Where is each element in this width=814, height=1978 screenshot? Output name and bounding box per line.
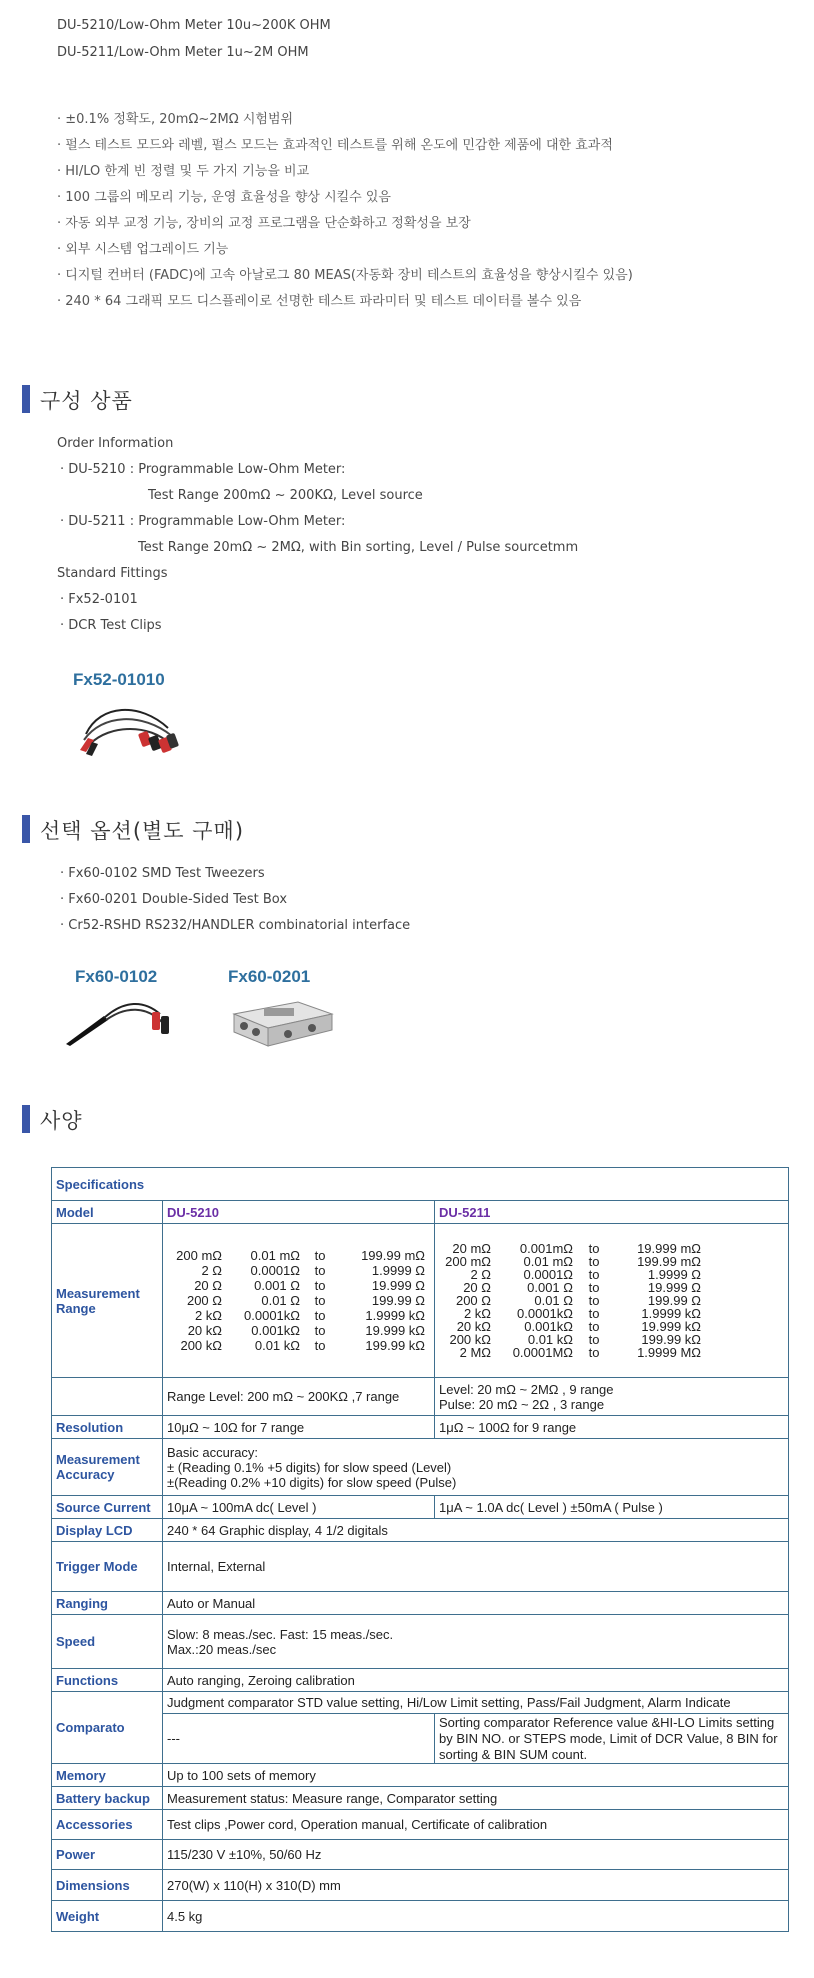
range-level-b-pulse: Pulse: 20 mΩ ~ 2Ω , 3 range <box>439 1396 605 1412</box>
comparator-a: --- <box>163 1714 435 1764</box>
speed-line: Slow: 8 meas./sec. Fast: 15 meas./sec. <box>167 1626 394 1642</box>
feature-item: · 디지털 컨버터 (FADC)에 고속 아날로그 80 MEAS(자동화 장비 테스트의 효율성을 향상시킬수 있음) <box>57 268 633 283</box>
range-row <box>167 1338 425 1353</box>
range-to: to <box>588 1332 600 1347</box>
fitting-item: · Fx52-0101 <box>60 592 138 607</box>
speed-value <box>163 1615 789 1669</box>
feature-item: · 100 그룹의 메모리 기능, 운영 효율성을 향상 시킬수 있음 <box>57 190 391 205</box>
range-span: 2 kΩ <box>194 1308 222 1323</box>
product-code-tweezers: Fx60-0102 <box>75 967 158 986</box>
range-max: 19.999 mΩ <box>637 1241 701 1256</box>
resolution-a: 10μΩ ~ 10Ω for 7 range <box>163 1416 435 1439</box>
battery-value: Measurement status: Measure range, Comparator setting <box>163 1787 789 1810</box>
section-marker <box>22 385 30 413</box>
section-title-spec: 사양 <box>40 1109 83 1133</box>
model-du5211: DU-5211 <box>435 1201 789 1224</box>
row-label-range-level <box>52 1378 163 1416</box>
row-label-comparator: Comparato <box>52 1692 163 1764</box>
range-to: to <box>314 1338 326 1353</box>
range-resolution: 0.001 Ω <box>527 1280 573 1295</box>
range-resolution: 0.001 Ω <box>254 1278 300 1293</box>
row-label-model: Model <box>52 1201 163 1224</box>
accuracy-value <box>163 1439 789 1496</box>
range-resolution: 0.01 Ω <box>261 1293 300 1308</box>
row-label-power: Power <box>52 1840 163 1870</box>
range-to: to <box>588 1319 600 1334</box>
comparator-b: Sorting comparator Reference value &HI-LO Limits setting by BIN NO. or STEPS mode, Limit of DCR Value, 8 BIN for sorting & BIN SUM count. <box>435 1714 789 1764</box>
range-max: 1.9999 MΩ <box>637 1345 701 1360</box>
spec-table <box>51 1167 789 1932</box>
range-level-b-level: Level: 20 mΩ ~ 2MΩ , 9 range <box>439 1381 614 1397</box>
row-label-battery: Battery backup <box>52 1787 163 1810</box>
accuracy-line: Basic accuracy: <box>167 1444 259 1460</box>
range-resolution: 0.0001kΩ <box>517 1306 573 1321</box>
range-span: 200 mΩ <box>176 1248 222 1263</box>
memory-value: Up to 100 sets of memory <box>163 1764 789 1787</box>
trigger-value: Internal, External <box>163 1542 789 1592</box>
std-fittings-heading: Standard Fittings <box>57 566 168 581</box>
source-current-a: 10μA ~ 100mA dc( Level ) <box>163 1496 435 1519</box>
row-label-measurement-range: Measurement Range <box>52 1224 163 1378</box>
order-item-2-detail: Test Range 20mΩ ~ 2MΩ, with Bin sorting, Level / Pulse sourcetmm <box>138 540 579 555</box>
range-resolution: 0.001kΩ <box>524 1319 573 1334</box>
model-line-1: DU-5210/Low-Ohm Meter 10u~200K OHM <box>57 18 331 33</box>
range-max: 199.99 Ω <box>371 1293 425 1308</box>
range-max: 19.999 Ω <box>371 1278 425 1293</box>
range-row <box>167 1323 425 1338</box>
row-label-accessories: Accessories <box>52 1810 163 1840</box>
range-resolution: 0.0001kΩ <box>244 1308 300 1323</box>
range-resolution: 0.01 kΩ <box>254 1338 300 1353</box>
range-span: 20 kΩ <box>456 1319 491 1334</box>
section-title-components: 구성 상품 <box>40 389 133 413</box>
range-max: 199.99 kΩ <box>365 1338 425 1353</box>
range-max: 19.999 Ω <box>647 1280 701 1295</box>
accuracy-line: ±(Reading 0.2% +10 digits) for slow speed (Pulse) <box>167 1474 457 1490</box>
resolution-b: 1μΩ ~ 100Ω for 9 range <box>435 1416 789 1439</box>
section-title-options: 선택 옵션(별도 구매) <box>40 819 245 843</box>
row-label-ranging: Ranging <box>52 1592 163 1615</box>
range-resolution: 0.001kΩ <box>251 1323 300 1338</box>
range-span: 20 Ω <box>463 1280 491 1295</box>
range-resolution: 0.01 kΩ <box>527 1332 573 1347</box>
test-box-image <box>228 994 338 1048</box>
row-label-memory: Memory <box>52 1764 163 1787</box>
row-label-weight: Weight <box>52 1901 163 1932</box>
range-max: 1.9999 Ω <box>371 1263 425 1278</box>
range-level-a: Range Level: 200 mΩ ~ 200KΩ ,7 range <box>163 1378 435 1416</box>
model-line-2: DU-5211/Low-Ohm Meter 1u~2M OHM <box>57 45 309 60</box>
range-to: to <box>314 1308 326 1323</box>
range-span: 200 Ω <box>455 1293 491 1308</box>
feature-item: · 펄스 테스트 모드와 레벨, 펄스 모드는 효과적인 테스트를 위해 온도에 민감한 제품에 대한 효과적 <box>57 138 613 153</box>
row-label-dimensions: Dimensions <box>52 1870 163 1901</box>
range-row <box>167 1278 425 1293</box>
row-label-display: Display LCD <box>52 1519 163 1542</box>
range-table-du5210 <box>163 1224 435 1378</box>
range-span: 2 Ω <box>201 1263 222 1278</box>
option-item: · Cr52-RSHD RS232/HANDLER combinatorial interface <box>60 918 411 933</box>
accessories-value: Test clips ,Power cord, Operation manual, Certificate of calibration <box>163 1810 789 1840</box>
feature-item: · 자동 외부 교정 기능, 장비의 교정 프로그램을 단순화하고 정확성을 보장 <box>57 216 471 231</box>
range-level-b <box>435 1378 789 1416</box>
row-label-functions: Functions <box>52 1669 163 1692</box>
range-span: 20 Ω <box>194 1278 222 1293</box>
range-resolution: 0.0001Ω <box>523 1267 573 1282</box>
feature-item: · 외부 시스템 업그레이드 기능 <box>57 242 229 257</box>
range-to: to <box>314 1293 326 1308</box>
range-span: 2 MΩ <box>459 1345 491 1360</box>
range-span: 20 mΩ <box>452 1241 491 1256</box>
order-info-heading: Order Information <box>57 436 174 451</box>
order-item-2: · DU-5211 : Programmable Low-Ohm Meter: <box>60 514 346 529</box>
range-resolution: 0.001mΩ <box>519 1241 573 1256</box>
comparator-common: Judgment comparator STD value setting, Hi/Low Limit setting, Pass/Fail Judgment, Alarm Indicate <box>163 1692 789 1714</box>
option-item: · Fx60-0201 Double-Sided Test Box <box>60 892 288 907</box>
fitting-item: · DCR Test Clips <box>60 618 162 633</box>
range-resolution: 0.0001MΩ <box>512 1345 573 1360</box>
range-to: to <box>588 1306 600 1321</box>
range-max: 19.999 kΩ <box>641 1319 701 1334</box>
row-label-accuracy: Measurement Accuracy <box>52 1439 163 1496</box>
range-resolution: 0.01 Ω <box>534 1293 573 1308</box>
order-item-1: · DU-5210 : Programmable Low-Ohm Meter: <box>60 462 346 477</box>
speed-line: Max.:20 meas./sec <box>167 1641 277 1657</box>
range-list-b <box>439 1242 701 1359</box>
range-to: to <box>588 1254 600 1269</box>
range-table-du5211 <box>435 1224 789 1378</box>
range-max: 199.99 mΩ <box>637 1254 701 1269</box>
range-max: 199.99 Ω <box>647 1293 701 1308</box>
product-code-testbox: Fx60-0201 <box>228 967 311 986</box>
range-max: 19.999 kΩ <box>365 1323 425 1338</box>
row-label-source-current: Source Current <box>52 1496 163 1519</box>
range-span: 2 Ω <box>470 1267 491 1282</box>
tweezers-image <box>64 996 174 1048</box>
range-to: to <box>588 1267 600 1282</box>
power-value: 115/230 V ±10%, 50/60 Hz <box>163 1840 789 1870</box>
display-value: 240 * 64 Graphic display, 4 1/2 digitals <box>163 1519 789 1542</box>
range-span: 2 kΩ <box>463 1306 491 1321</box>
range-span: 200 kΩ <box>180 1338 222 1353</box>
spec-header: Specifications <box>52 1168 789 1201</box>
row-label-trigger: Trigger Mode <box>52 1542 163 1592</box>
feature-item: · HI/LO 한계 빈 정렬 및 두 가지 기능을 비교 <box>57 164 310 179</box>
range-to: to <box>588 1345 600 1360</box>
range-row <box>167 1248 425 1263</box>
range-resolution: 0.0001Ω <box>250 1263 300 1278</box>
range-span: 200 kΩ <box>449 1332 491 1347</box>
row-label-resolution: Resolution <box>52 1416 163 1439</box>
option-item: · Fx60-0102 SMD Test Tweezers <box>60 866 265 881</box>
functions-value: Auto ranging, Zeroing calibration <box>163 1669 789 1692</box>
range-span: 200 Ω <box>186 1293 222 1308</box>
range-span: 20 kΩ <box>187 1323 222 1338</box>
order-item-1-detail: Test Range 200mΩ ~ 200KΩ, Level source <box>148 488 423 503</box>
range-to: to <box>314 1248 326 1263</box>
feature-item: · 240 * 64 그래픽 모드 디스플레이로 선명한 테스트 파라미터 및 테스트 데이터를 볼수 있음 <box>57 294 582 309</box>
range-row <box>439 1346 701 1359</box>
section-marker <box>22 815 30 843</box>
product-code-clips: Fx52-01010 <box>73 670 165 689</box>
accuracy-line: ± (Reading 0.1% +5 digits) for slow speed (Level) <box>167 1459 452 1475</box>
model-du5210: DU-5210 <box>163 1201 435 1224</box>
feature-item: · ±0.1% 정확도, 20mΩ~2MΩ 시험범위 <box>57 112 294 127</box>
section-marker <box>22 1105 30 1133</box>
range-list-a <box>167 1248 425 1353</box>
range-resolution: 0.01 mΩ <box>250 1248 300 1263</box>
range-to: to <box>314 1323 326 1338</box>
range-max: 1.9999 kΩ <box>641 1306 701 1321</box>
dimensions-value: 270(W) x 110(H) x 310(D) mm <box>163 1870 789 1901</box>
row-label-speed: Speed <box>52 1615 163 1669</box>
range-max: 1.9999 Ω <box>647 1267 701 1282</box>
range-max: 199.99 kΩ <box>641 1332 701 1347</box>
range-resolution: 0.01 mΩ <box>523 1254 573 1269</box>
ranging-value: Auto or Manual <box>163 1592 789 1615</box>
range-span: 200 mΩ <box>445 1254 491 1269</box>
range-max: 1.9999 kΩ <box>365 1308 425 1323</box>
weight-value: 4.5 kg <box>163 1901 789 1932</box>
range-to: to <box>314 1278 326 1293</box>
range-row <box>167 1308 425 1323</box>
range-to: to <box>588 1280 600 1295</box>
range-to: to <box>314 1263 326 1278</box>
source-current-b: 1μA ~ 1.0A dc( Level ) ±50mA ( Pulse ) <box>435 1496 789 1519</box>
range-row <box>167 1293 425 1308</box>
range-row <box>167 1263 425 1278</box>
range-to: to <box>588 1293 600 1308</box>
test-clips-image <box>80 694 180 756</box>
range-to: to <box>588 1241 600 1256</box>
range-max: 199.99 mΩ <box>361 1248 425 1263</box>
